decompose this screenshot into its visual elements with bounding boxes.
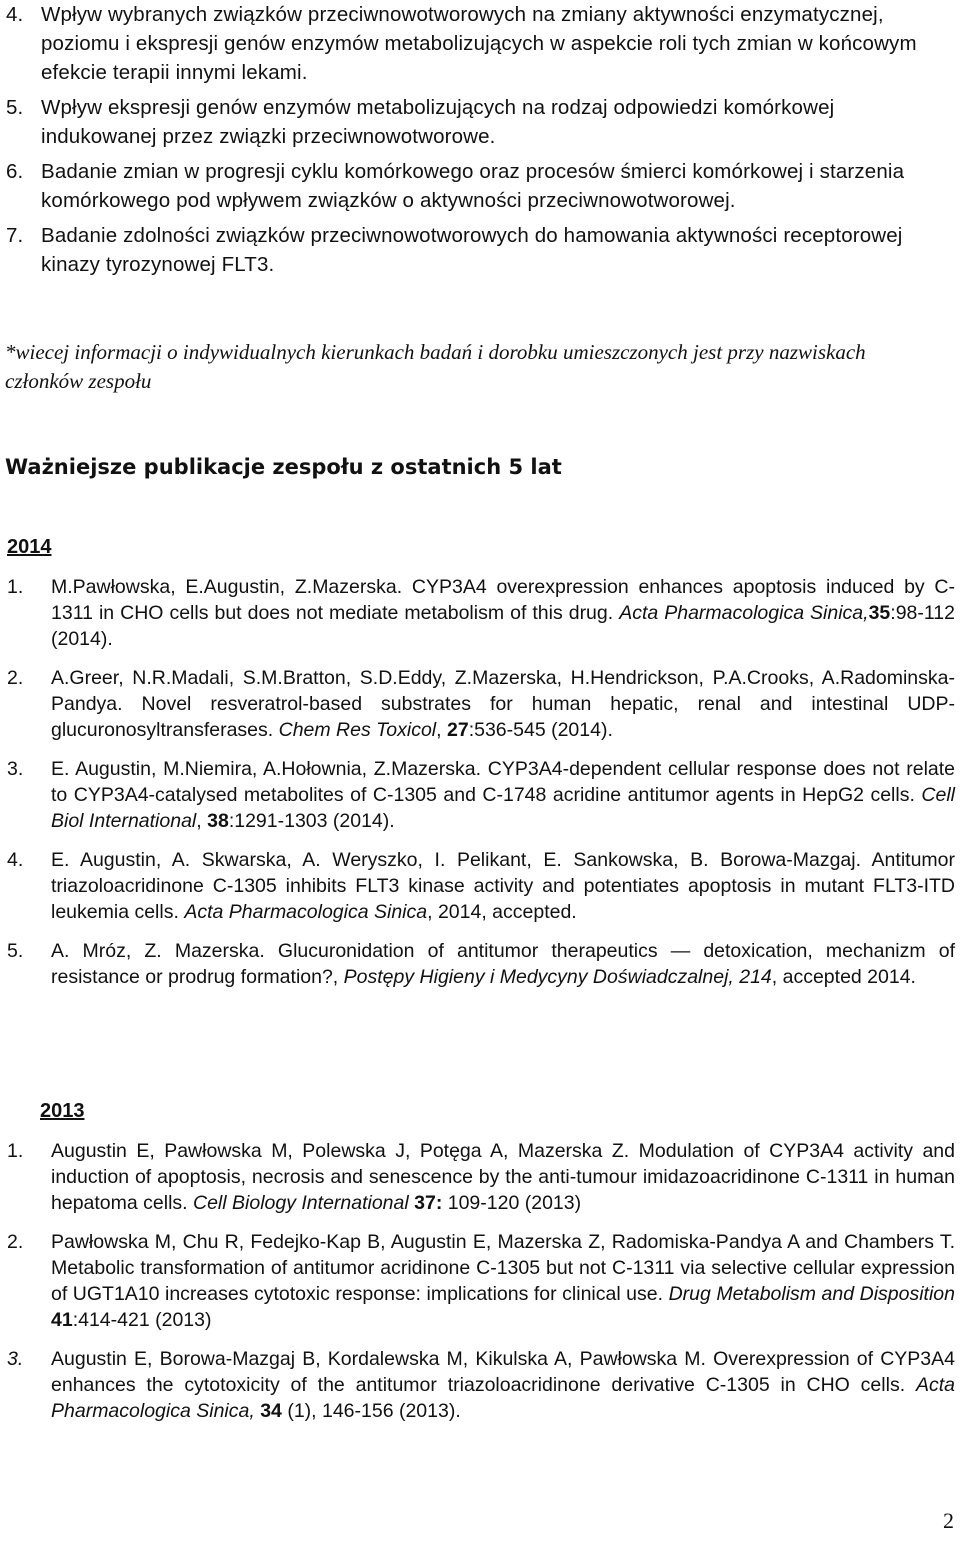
publication-number: 2. (7, 667, 24, 689)
publication-authors: A. Mróz, Z. Mazerska. (51, 940, 265, 962)
publication-journal: Cell Biol International (51, 784, 955, 832)
topic-text: Wpływ wybranych związków przeciwnowotworowych na zmiany aktywności enzymatycznej, poziomu i ekspresji genów enzymów metabolizujących w aspekcie roli tych zmian w końcowym efekcie terapii innymi lekami. (41, 3, 917, 84)
publication-authors: M.Pawłowska, E.Augustin, Z.Mazerska. (51, 576, 403, 598)
publication-item (7, 847, 955, 925)
research-topics-list (6, 0, 936, 285)
publication-journal: Acta Pharmacologica Sinica (184, 901, 428, 923)
publication-number: 3. (7, 758, 24, 780)
publication-journal: Cell Biology International (193, 1192, 409, 1214)
publication-authors: E. Augustin, A. Skwarska, A. Weryszko, I. Pelikant, E. Sankowska, B. Borowa-Mazgaj. (51, 849, 862, 871)
publication-pages: :1291-1303 (2014). (228, 810, 395, 832)
page-number: 2 (943, 1508, 954, 1533)
publication-pages: (1), 146-156 (2013). (281, 1400, 461, 1422)
research-topic-item (6, 93, 936, 151)
publication-pages: , accepted 2014. (771, 966, 916, 988)
topic-text: Badanie zdolności związków przeciwnowotworowych do hamowania aktywności receptorowej kinazy tyrozynowej FLT3. (41, 224, 903, 276)
publication-item (7, 574, 955, 652)
publication-pages: :414-421 (2013) (72, 1309, 212, 1331)
publication-authors: Pawłowska M, Chu R, Fedejko-Kap B, Augustin E, Mazerska Z, Radomiska-Pandya A and Chambers T. (51, 1231, 955, 1253)
publication-journal: Postępy Higieny i Medycyny Doświadczalnej, 214 (343, 966, 772, 988)
publication-title: Antitumor triazoloacridinone C-1305 inhibits FLT3 kinase activity and potentiates apoptosis in mutant FLT3-ITD leukemia cells. (51, 849, 955, 923)
publication-item (7, 1138, 955, 1216)
publication-volume: 27 (446, 719, 469, 741)
research-topic-item (6, 221, 936, 279)
publication-number: 1. (7, 1140, 24, 1162)
publication-authors: A.Greer, N.R.Madali, S.M.Bratton, S.D.Eddy, Z.Mazerska, H.Hendrickson, P.A.Crooks, A.Radominska-Pandya. (51, 667, 955, 715)
publication-title: CYP3A4-dependent cellular response does not relate to CYP3A4-catalysed metabolites of C-1305 and C-1748 acridine antitumor agents in HepG2 cells. (51, 758, 956, 806)
publication-authors: Augustin E, Pawłowska M, Polewska J, Potęga A, Mazerska Z. (51, 1140, 630, 1162)
publication-number: 5. (7, 940, 24, 962)
publication-title: Modulation of CYP3A4 activity and induction of apoptosis, necrosis and senescence by the anti-tumour imidazoacridinone C-1311 in human hepatoma cells. (51, 1140, 955, 1214)
publication-item: 2. A.Greer, N.R.Madali, S.M.Bratton, S.D.Eddy, Z.Mazerska, H.Hendrickson, P.A.Crooks, A.Radominska-Pandya. Novel resveratrol-based substrates for human hepatic, renal and intestinal UDP-glucuronosyltransferases. Chem Res Toxicol, 27:536-545 (2014). (7, 667, 955, 741)
publication-journal: Acta Pharmacologica Sinica, (619, 602, 869, 624)
topic-text: Badanie zmian w progresji cyklu komórkowego oraz procesów śmierci komórkowej i starzenia komórkowego pod wpływem związków o aktywności przeciwnowotworowej. (41, 160, 905, 212)
publication-pages: , 2014, accepted. (427, 901, 577, 923)
publication-title: Novel resveratrol-based substrates for human hepatic, renal and intestinal UDP-glucuronosyltransferases. (51, 693, 955, 741)
publication-journal: Drug Metabolism and Disposition (668, 1283, 955, 1305)
publication-title: CYP3A4 overexpression enhances apoptosis induced by C-1311 in CHO cells but does not mediate metabolism of this drug. (51, 576, 956, 624)
publication-title: Glucuronidation of antitumor therapeutics — detoxication, mechanizm of resistance or prodrug formation?, (51, 940, 955, 988)
publication-item (7, 1346, 955, 1424)
publication-number: 3. (7, 1348, 24, 1370)
year-heading-2013: 2013 (40, 1100, 85, 1122)
section-title-publications: Ważniejsze publikacje zespołu z ostatnich 5 lat (5, 455, 562, 479)
publication-item: 3. E. Augustin, M.Niemira, A.Hołownia, Z.Mazerska. CYP3A4-dependent cellular response does not relate to CYP3A4-catalysed metabolites of C-1305 and C-1748 acridine antitumor agents in HepG2 cells. Cell Biol International, 38:1291-1303 (2014). (7, 758, 956, 832)
publication-number: 4. (7, 849, 24, 871)
publication-volume: 41 (51, 1309, 73, 1331)
topic-number: 5. (6, 96, 24, 119)
publication-title: Metabolic transformation of antitumor acridinone C-1305 but not C-1311 via selective cellular expression of UGT1A10 increases cytotoxic response: implications for clinical use. (51, 1257, 955, 1305)
publication-item (7, 938, 955, 990)
topic-text: Wpływ ekspresji genów enzymów metabolizujących na rodzaj odpowiedzi komórkowej indukowanej przez związki przeciwnowotworowe. (41, 96, 835, 148)
publication-list-2013 (7, 1138, 955, 1437)
publication-authors: Augustin E, Borowa-Mazgaj B, Kordalewska M, Kikulska A, Pawłowska M. (51, 1348, 706, 1370)
publication-volume: 34 (260, 1400, 282, 1422)
footnote-more-info: *wiecej informacji o indywidualnych kierunkach badań i dorobku umieszczonych jest przy nazwiskach członków zespołu (5, 340, 866, 393)
publication-item (7, 1229, 955, 1333)
publication-volume: 37: (414, 1192, 443, 1214)
publication-volume: 35 (868, 602, 891, 624)
publication-number: 1. (7, 576, 24, 598)
publication-pages: :98-112 (2014). (51, 602, 955, 650)
publication-list-2014 (7, 574, 955, 1003)
research-topic-item (6, 0, 936, 87)
publication-pages: 109-120 (2013) (442, 1192, 582, 1214)
topic-number: 6. (6, 160, 24, 183)
publication-journal: Chem Res Toxicol (278, 719, 437, 741)
publication-journal: Acta Pharmacologica Sinica, (51, 1374, 955, 1422)
publication-number: 2. (7, 1231, 24, 1253)
topic-number: 7. (6, 224, 24, 247)
publication-title: Overexpression of CYP3A4 enhances the cytotoxicity of the antitumor triazoloacridinone derivative C-1305 in CHO cells. (51, 1348, 956, 1396)
research-topic-item (6, 157, 936, 215)
topic-number: 4. (6, 3, 24, 26)
year-heading-2014: 2014 (7, 536, 52, 558)
publication-authors: E. Augustin, M.Niemira, A.Hołownia, Z.Mazerska. (51, 758, 482, 780)
publication-pages: :536-545 (2014). (468, 719, 613, 741)
publication-volume: 38 (207, 810, 229, 832)
